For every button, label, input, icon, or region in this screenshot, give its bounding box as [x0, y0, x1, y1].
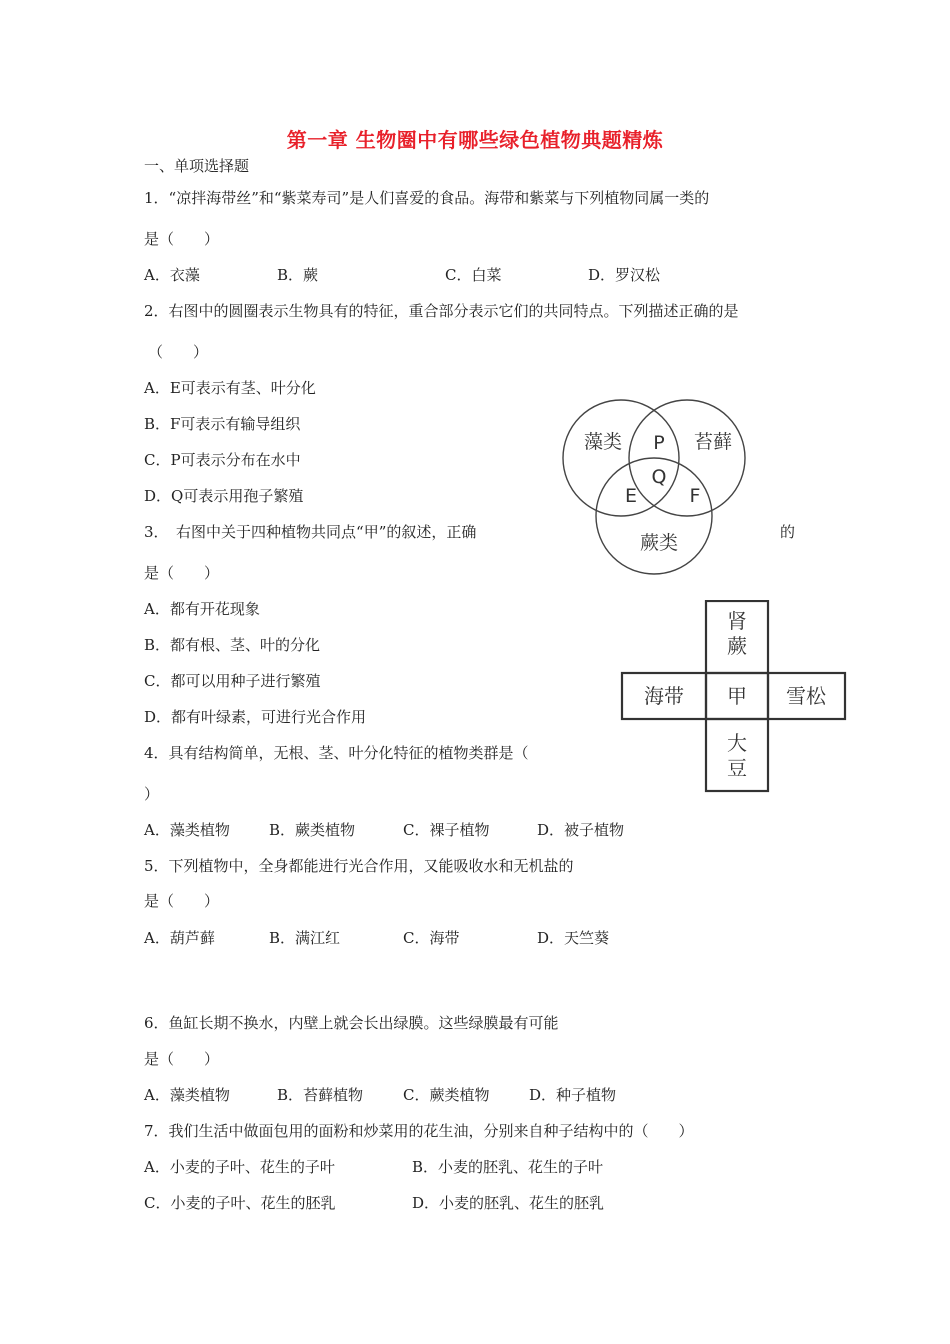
- q1-option-a: A．衣藻: [144, 266, 200, 284]
- q7-option-d: D．小麦的胚乳、花生的胚乳: [412, 1194, 605, 1212]
- q4-option-b: B．蕨类植物: [269, 821, 356, 839]
- q5-stem: 5．下列植物中，全身都能进行光合作用，又能吸收水和无机盐的: [144, 857, 574, 875]
- q3-stem: 3． 右图中关于四种植物共同点“甲”的叙述，正确: [144, 523, 477, 541]
- q1-option-b: B．蕨: [277, 266, 319, 284]
- q5-option-a: A．葫芦藓: [144, 929, 215, 947]
- q3-option-a: A．都有开花现象: [144, 600, 260, 618]
- q6-option-d: D．种子植物: [529, 1086, 617, 1104]
- q5-option-c: C．海带: [403, 929, 460, 947]
- q3-option-c: C．都可以用种子进行繁殖: [144, 672, 321, 690]
- q7-option-c: C．小麦的子叶、花生的胚乳: [144, 1194, 336, 1212]
- q2-option-d: D．Q可表示用孢子繁殖: [144, 487, 304, 505]
- q2-stem-cont: （ ）: [148, 343, 209, 361]
- q3-option-d: D．都有叶绿素，可进行光合作用: [144, 708, 367, 726]
- q5-option-d: D．天竺葵: [537, 929, 610, 947]
- q1-option-c: C．白菜: [445, 266, 502, 284]
- q6-option-c: C．蕨类植物: [403, 1086, 490, 1104]
- page-title: 第一章 生物圈中有哪些绿色植物典题精炼: [286, 128, 664, 152]
- venn-label-moss: 苔藓: [693, 431, 733, 453]
- q2-option-b: B．F可表示有输导组织: [144, 415, 301, 433]
- q6-option-b: B．苔藓植物: [277, 1086, 364, 1104]
- q5-stem-cont: 是（ ）: [144, 892, 220, 910]
- q3-stem-cont: 是（ ）: [144, 564, 220, 582]
- q2-stem: 2．右图中的圆圈表示生物具有的特征，重合部分表示它们的共同特点。下列描述正确的是: [144, 302, 739, 320]
- q6-option-a: A．藻类植物: [144, 1086, 230, 1104]
- q6-stem: 6．鱼缸长期不换水，内壁上就会长出绿膜。这些绿膜最有可能: [144, 1014, 559, 1032]
- cross-bottom-line1: 大: [727, 731, 747, 755]
- cross-right-label: 雪松: [786, 684, 826, 708]
- cross-top-line2: 蕨: [727, 634, 747, 658]
- q1-option-d: D．罗汉松: [588, 266, 661, 284]
- cross-bottom-line2: 豆: [727, 756, 747, 780]
- q4-option-a: A．藻类植物: [144, 821, 230, 839]
- q4-option-c: C．裸子植物: [403, 821, 490, 839]
- q3-option-b: B．都有根、茎、叶的分化: [144, 636, 321, 654]
- q3-stem-end: 的: [780, 523, 796, 541]
- venn-diagram: [555, 392, 785, 582]
- venn-region-e: E: [624, 485, 638, 507]
- venn-label-fern: 蕨类: [639, 532, 679, 554]
- cross-center-label: 甲: [727, 684, 747, 708]
- cross-left-label: 海带: [644, 684, 684, 708]
- q4-option-d: D．被子植物: [537, 821, 625, 839]
- section-heading: 一、单项选择题: [144, 157, 250, 175]
- cross-bottom-box: [706, 719, 768, 791]
- q4-stem-cont: ）: [144, 785, 160, 803]
- q6-stem-cont: 是（ ）: [144, 1050, 220, 1068]
- venn-region-p: P: [653, 432, 665, 454]
- q5-option-b: B．满江红: [269, 929, 341, 947]
- cross-top-line1: 肾: [727, 609, 747, 633]
- q1-stem: 1．“凉拌海带丝”和“紫菜寿司”是人们喜爱的食品。海带和紫菜与下列植物同属一类的: [144, 189, 710, 207]
- q4-stem: 4．具有结构简单，无根、茎、叶分化特征的植物类群是（: [144, 744, 529, 762]
- q7-option-a: A．小麦的子叶、花生的子叶: [144, 1158, 335, 1176]
- q7-stem: 7．我们生活中做面包用的面粉和炒菜用的花生油，分别来自种子结构中的（ ）: [144, 1122, 694, 1140]
- q7-option-b: B．小麦的胚乳、花生的子叶: [412, 1158, 604, 1176]
- venn-label-algae: 藻类: [583, 431, 623, 453]
- q1-stem-cont: 是（ ）: [144, 230, 220, 248]
- cross-diagram: [620, 600, 850, 795]
- q2-option-c: C．P可表示分布在水中: [144, 451, 301, 469]
- venn-region-f: F: [689, 485, 701, 507]
- q2-option-a: A．E可表示有茎、叶分化: [144, 379, 316, 397]
- venn-region-q: Q: [651, 466, 667, 488]
